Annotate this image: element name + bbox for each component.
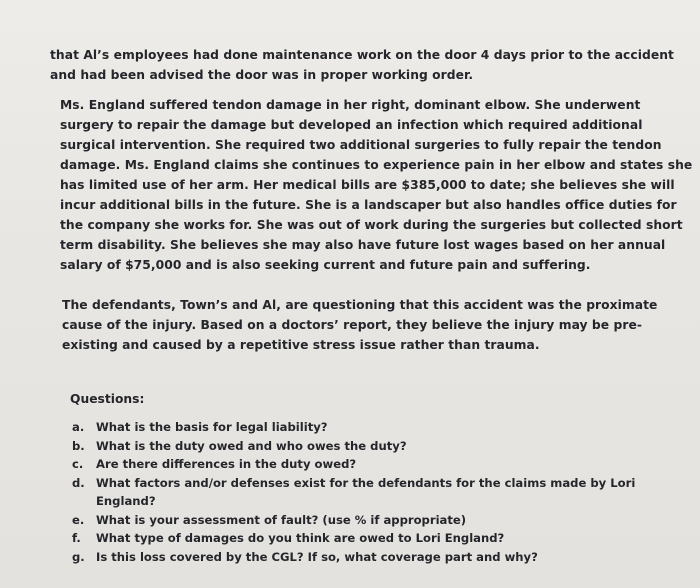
- question-line: What is the duty owed and who owes the duty?: [96, 438, 407, 453]
- question-marker: g.: [72, 549, 85, 564]
- question-marker: d.: [72, 475, 85, 490]
- text-line: existing and caused by a repetitive stress issue rather than trauma.: [62, 338, 540, 352]
- text-line: cause of the injury. Based on a doctors’ report, they believe the injury may be pre-: [62, 318, 643, 332]
- question-item-e: [72, 511, 635, 530]
- text-line: Ms. England suffered tendon damage in her right, dominant elbow. She underwent: [60, 98, 641, 112]
- question-marker: a.: [72, 420, 85, 434]
- text-line: damage. Ms. England claims she continues to experience pain in her elbow and states she: [60, 158, 693, 172]
- question-text: [96, 455, 356, 474]
- question-text: [96, 437, 407, 456]
- question-marker: b.: [72, 438, 85, 453]
- question-item-g: [72, 548, 635, 567]
- text-line: surgery to repair the damage but developed an infection which required additional: [60, 118, 643, 132]
- question-item-f: [72, 529, 635, 548]
- question-line: Are there differences in the duty owed?: [96, 457, 357, 471]
- paragraph-maintenance: [50, 45, 674, 85]
- paragraph-injury-details: [60, 95, 692, 275]
- text-line: incur additional bills in the future. She is a landscaper but also handles office duties for: [60, 198, 677, 212]
- text-line: that Al’s employees had done maintenance work on the door 4 days prior to the accident: [50, 48, 674, 62]
- text-line: and had been advised the door was in proper working order.: [50, 68, 474, 82]
- text-line: the company she works for. She was out of work during the surgeries but collected short: [60, 218, 683, 232]
- question-line: Is this loss covered by the CGL? If so, what coverage part and why?: [96, 549, 538, 564]
- question-line: What is your assessment of fault? (use % if appropriate): [96, 512, 467, 527]
- text-line: has limited use of her arm. Her medical bills are $385,000 to date; she believes she will: [60, 178, 675, 192]
- question-text: [96, 474, 635, 511]
- questions-list: [72, 418, 635, 566]
- question-item-d: [72, 474, 635, 511]
- question-marker: f.: [72, 531, 81, 545]
- question-text: [96, 511, 466, 530]
- question-text: [96, 529, 504, 548]
- question-item-b: [72, 437, 635, 456]
- text-line: surgical intervention. She required two additional surgeries to fully repair the tendon: [60, 138, 662, 152]
- text-line: The defendants, Town’s and Al, are questioning that this accident was the proximate: [62, 298, 658, 312]
- question-line: What is the basis for legal liability?: [96, 420, 328, 434]
- text-line: term disability. She believes she may also have future lost wages based on her annual: [60, 238, 666, 252]
- question-line: England?: [96, 494, 156, 508]
- question-item-a: [72, 418, 635, 437]
- question-marker: e.: [72, 512, 85, 527]
- question-item-c: [72, 455, 635, 474]
- question-text: [96, 418, 328, 437]
- question-text: [96, 548, 538, 567]
- paragraph-defendants: [62, 295, 657, 355]
- question-line: What type of damages do you think are owed to Lori England?: [96, 531, 505, 545]
- question-line: What factors and/or defenses exist for the defendants for the claims made by Lori: [96, 475, 636, 490]
- questions-heading: Questions:: [70, 392, 145, 406]
- text-line: salary of $75,000 and is also seeking current and future pain and suffering.: [60, 258, 591, 272]
- question-marker: c.: [72, 457, 84, 471]
